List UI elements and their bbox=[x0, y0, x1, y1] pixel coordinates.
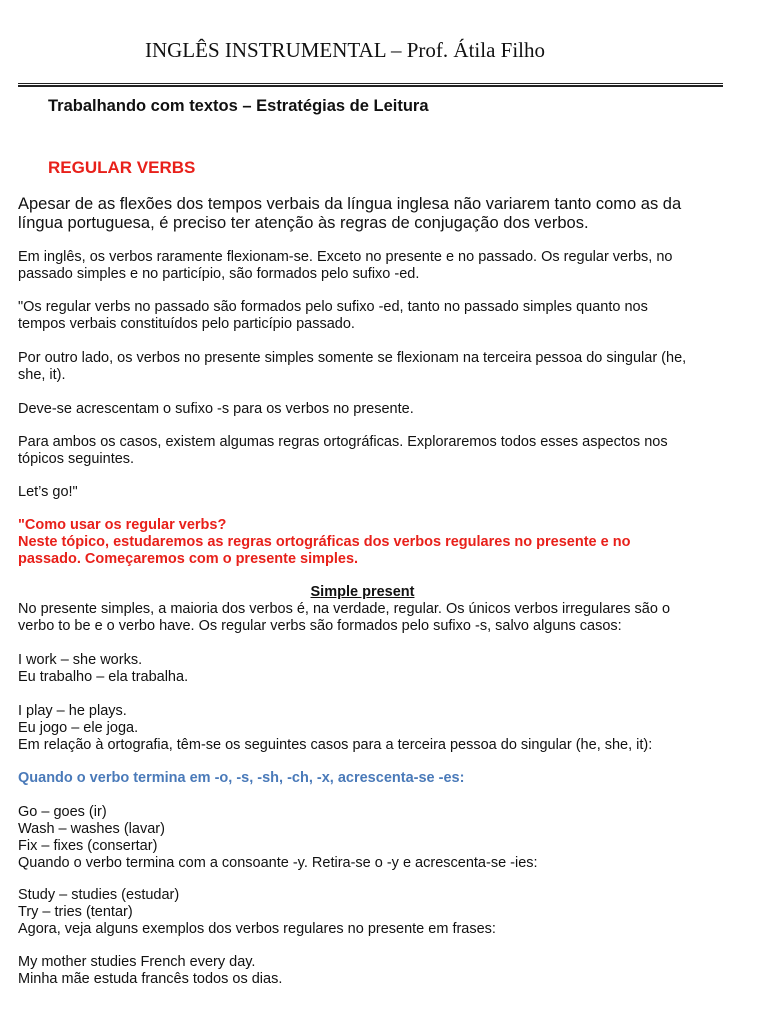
paragraph-6 bbox=[18, 484, 740, 501]
text-line: Let’s go!" bbox=[18, 484, 78, 500]
text-line: Deve-se acrescentam o sufixo -s para os verbos no presente. bbox=[18, 401, 414, 417]
text-line: Try – tries (tentar) bbox=[18, 904, 133, 920]
intro-line: Apesar de as flexões dos tempos verbais da língua inglesa não variarem tanto como as da bbox=[18, 195, 682, 213]
text-line: she, it). bbox=[18, 367, 66, 383]
examples-sentences bbox=[18, 954, 740, 988]
text-line: My mother studies French every day. bbox=[18, 954, 256, 970]
paragraph-4 bbox=[18, 401, 740, 418]
paragraph-3 bbox=[18, 350, 740, 384]
text-line: "Como usar os regular verbs? bbox=[18, 517, 227, 533]
examples-work bbox=[18, 652, 740, 686]
intro-line: língua portuguesa, é preciso ter atenção às regras de conjugação dos verbos. bbox=[18, 214, 589, 232]
text-line: passado. Começaremos com o presente simples. bbox=[18, 551, 359, 567]
text-line: Em inglês, os verbos raramente flexionam-se. Exceto no presente e no passado. Os regular verbs, no bbox=[18, 249, 673, 265]
text-line: Wash – washes (lavar) bbox=[18, 821, 165, 837]
text-line: No presente simples, a maioria dos verbos é, na verdade, regular. Os únicos verbos irregulares são o bbox=[18, 601, 671, 617]
page-subtitle: Trabalhando com textos – Estratégias de Leitura bbox=[48, 97, 429, 115]
text-line: verbo to be e o verbo have. Os regular verbs são formados pelo sufixo -s, salvo alguns casos: bbox=[18, 618, 622, 634]
text-line: I work – she works. bbox=[18, 652, 143, 668]
text-line: tempos verbais constituídos pelo particípio passado. bbox=[18, 316, 355, 332]
text-line: Go – goes (ir) bbox=[18, 804, 107, 820]
paragraph-5 bbox=[18, 434, 740, 468]
text-line: Em relação à ortografia, têm-se os seguintes casos para a terceira pessoa do singular (he, she, it): bbox=[18, 737, 653, 753]
examples-ies bbox=[18, 887, 740, 938]
highlight-red bbox=[18, 517, 740, 568]
text-line: Quando o verbo termina com a consoante -y. Retira-se o -y e acrescenta-se -ies: bbox=[18, 855, 538, 871]
header-rule bbox=[18, 83, 723, 87]
section-title: REGULAR VERBS bbox=[48, 158, 196, 177]
text-line: passado simples e no particípio, são formados pelo sufixo -ed. bbox=[18, 266, 420, 282]
simple-present-text bbox=[18, 601, 740, 635]
paragraph-2 bbox=[18, 299, 740, 333]
text-line: Fix – fixes (consertar) bbox=[18, 838, 158, 854]
text-line: Study – studies (estudar) bbox=[18, 887, 180, 903]
page-header: INGLÊS INSTRUMENTAL – Prof. Átila Filho bbox=[144, 38, 546, 62]
text-line: tópicos seguintes. bbox=[18, 451, 135, 467]
intro-paragraph bbox=[18, 195, 730, 233]
text-line: Neste tópico, estudaremos as regras ortográficas dos verbos regulares no presente e no bbox=[18, 534, 631, 550]
text-line: Agora, veja alguns exemplos dos verbos regulares no presente em frases: bbox=[18, 921, 496, 937]
rule-blue: Quando o verbo termina em -o, -s, -sh, -ch, -x, acrescenta-se -es: bbox=[18, 770, 465, 786]
text-line: "Os regular verbs no passado são formados pelo sufixo -ed, tanto no passado simples quanto nos bbox=[18, 299, 648, 315]
text-line: Eu jogo – ele joga. bbox=[18, 720, 139, 736]
text-line: Minha mãe estuda francês todos os dias. bbox=[18, 971, 283, 987]
examples-es bbox=[18, 804, 740, 872]
text-line: Por outro lado, os verbos no presente simples somente se flexionam na terceira pessoa do singular (he, bbox=[18, 350, 687, 366]
text-line: Para ambos os casos, existem algumas regras ortográficas. Exploraremos todos esses aspectos nos bbox=[18, 434, 668, 450]
text-line: I play – he plays. bbox=[18, 703, 127, 719]
simple-present-heading: Simple present bbox=[310, 584, 415, 600]
paragraph-1 bbox=[18, 249, 740, 283]
examples-play bbox=[18, 703, 740, 754]
text-line: Eu trabalho – ela trabalha. bbox=[18, 669, 189, 685]
